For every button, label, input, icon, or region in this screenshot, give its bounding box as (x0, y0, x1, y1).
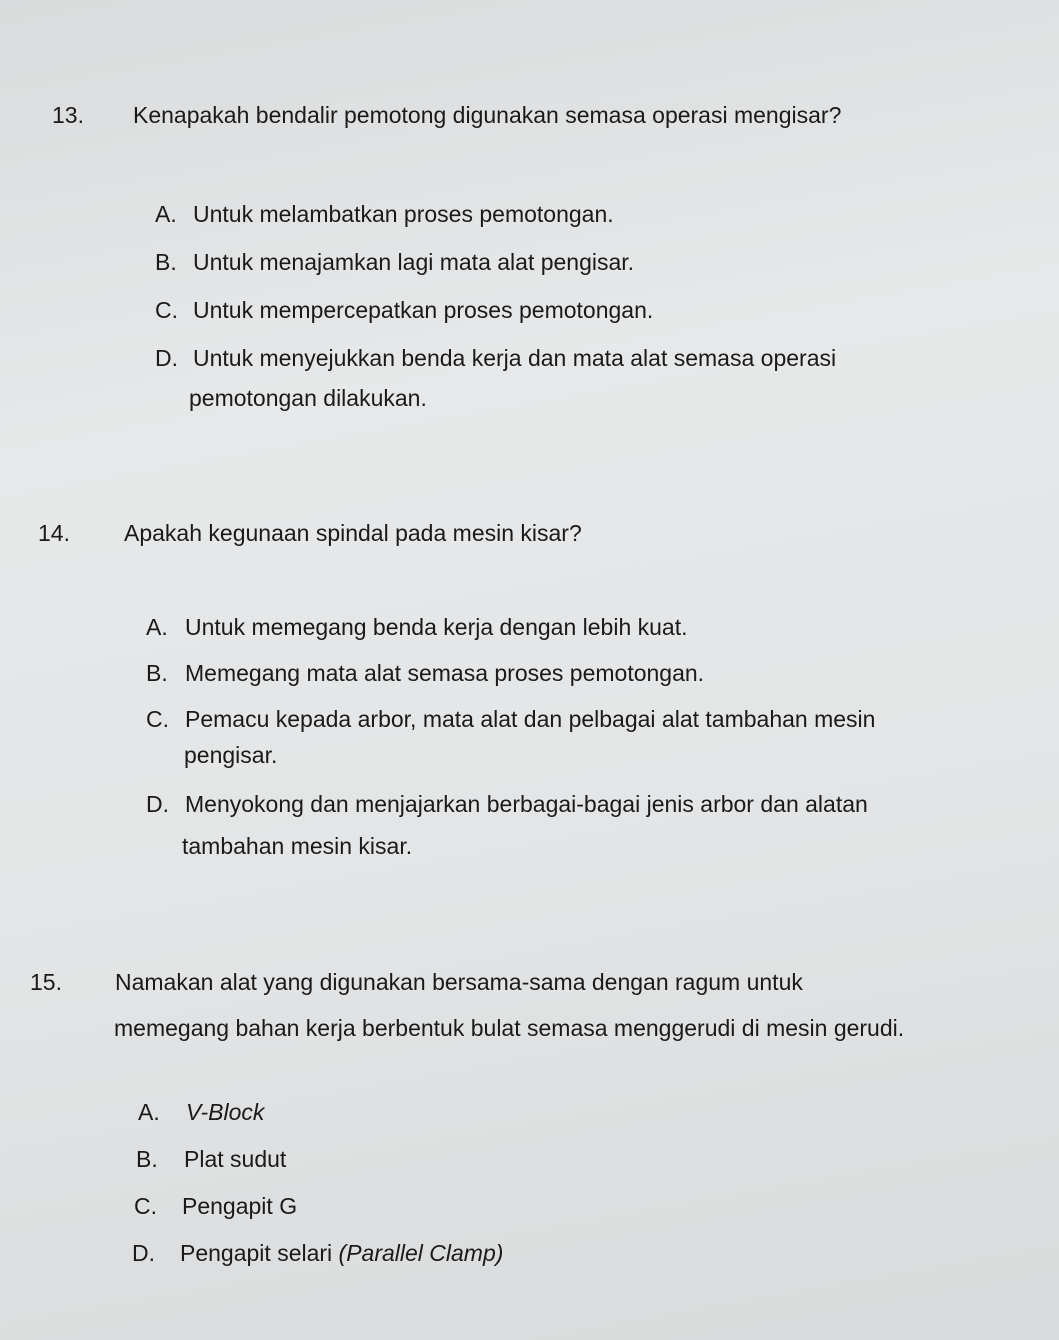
option-14-b[interactable] (146, 654, 996, 694)
option-text-continued: pemotongan dilakukan. (189, 385, 427, 411)
option-15-d[interactable] (132, 1234, 832, 1274)
option-text (180, 1234, 503, 1272)
option-text: V-Block (186, 1099, 265, 1125)
question-text-continued: memegang bahan kerja berbentuk bulat semasa menggerudi di mesin gerudi. (114, 1015, 905, 1041)
option-text: Menyokong dan menjajarkan berbagai-bagai jenis arbor dan alatan (185, 791, 868, 817)
option-text: Pengapit G (182, 1193, 298, 1219)
option-text: Untuk memegang benda kerja dengan lebih kuat. (185, 614, 688, 640)
option-letter: B. (146, 660, 168, 686)
option-text: Pemacu kepada arbor, mata alat dan pelbagai alat tambahan mesin (185, 706, 876, 732)
option-text: Untuk melambatkan proses pemotongan. (193, 201, 614, 227)
option-letter: D. (132, 1240, 155, 1266)
question-number: 14. (38, 520, 70, 546)
option-letter: C. (146, 706, 169, 732)
option-15-b[interactable] (136, 1140, 736, 1180)
option-13-b[interactable] (155, 243, 955, 283)
question-text: Apakah kegunaan spindal pada mesin kisar? (124, 520, 582, 546)
question-13 (52, 98, 1002, 138)
option-text-continued: pengisar. (184, 742, 278, 768)
question-number: 13. (52, 102, 84, 128)
option-14-c[interactable] (146, 700, 1016, 782)
option-text-plain: Pengapit selari (180, 1240, 339, 1266)
option-14-a[interactable] (146, 608, 996, 648)
option-text: Untuk mempercepatkan proses pemotongan. (193, 297, 654, 323)
option-letter: C. (155, 297, 178, 323)
option-text-italic: (Parallel Clamp) (338, 1240, 504, 1266)
option-letter: B. (155, 249, 177, 275)
option-text: Untuk menyejukkan benda kerja dan mata alat semasa operasi (193, 345, 837, 371)
option-letter: D. (155, 345, 178, 371)
question-text: Kenapakah bendalir pemotong digunakan semasa operasi mengisar? (133, 102, 842, 128)
option-text-continued: tambahan mesin kisar. (182, 833, 413, 859)
question-text: Namakan alat yang digunakan bersama-sama dengan ragum untuk (115, 969, 803, 995)
option-14-d[interactable] (146, 785, 1016, 867)
option-15-c[interactable] (134, 1187, 734, 1227)
option-text: Memegang mata alat semasa proses pemotongan. (185, 660, 705, 686)
option-letter: B. (136, 1146, 158, 1172)
option-13-d[interactable] (155, 339, 955, 419)
option-15-a[interactable] (138, 1093, 738, 1133)
option-letter: C. (134, 1193, 157, 1219)
option-text: Untuk menajamkan lagi mata alat pengisar. (193, 249, 635, 275)
option-letter: A. (146, 614, 168, 640)
question-14 (38, 516, 988, 556)
question-number: 15. (30, 969, 62, 995)
option-text: Plat sudut (184, 1146, 287, 1172)
option-13-a[interactable] (155, 195, 955, 235)
option-letter: A. (155, 201, 177, 227)
question-15 (30, 965, 1040, 1045)
option-letter: A. (138, 1099, 160, 1125)
option-letter: D. (146, 791, 169, 817)
option-13-c[interactable] (155, 291, 955, 331)
